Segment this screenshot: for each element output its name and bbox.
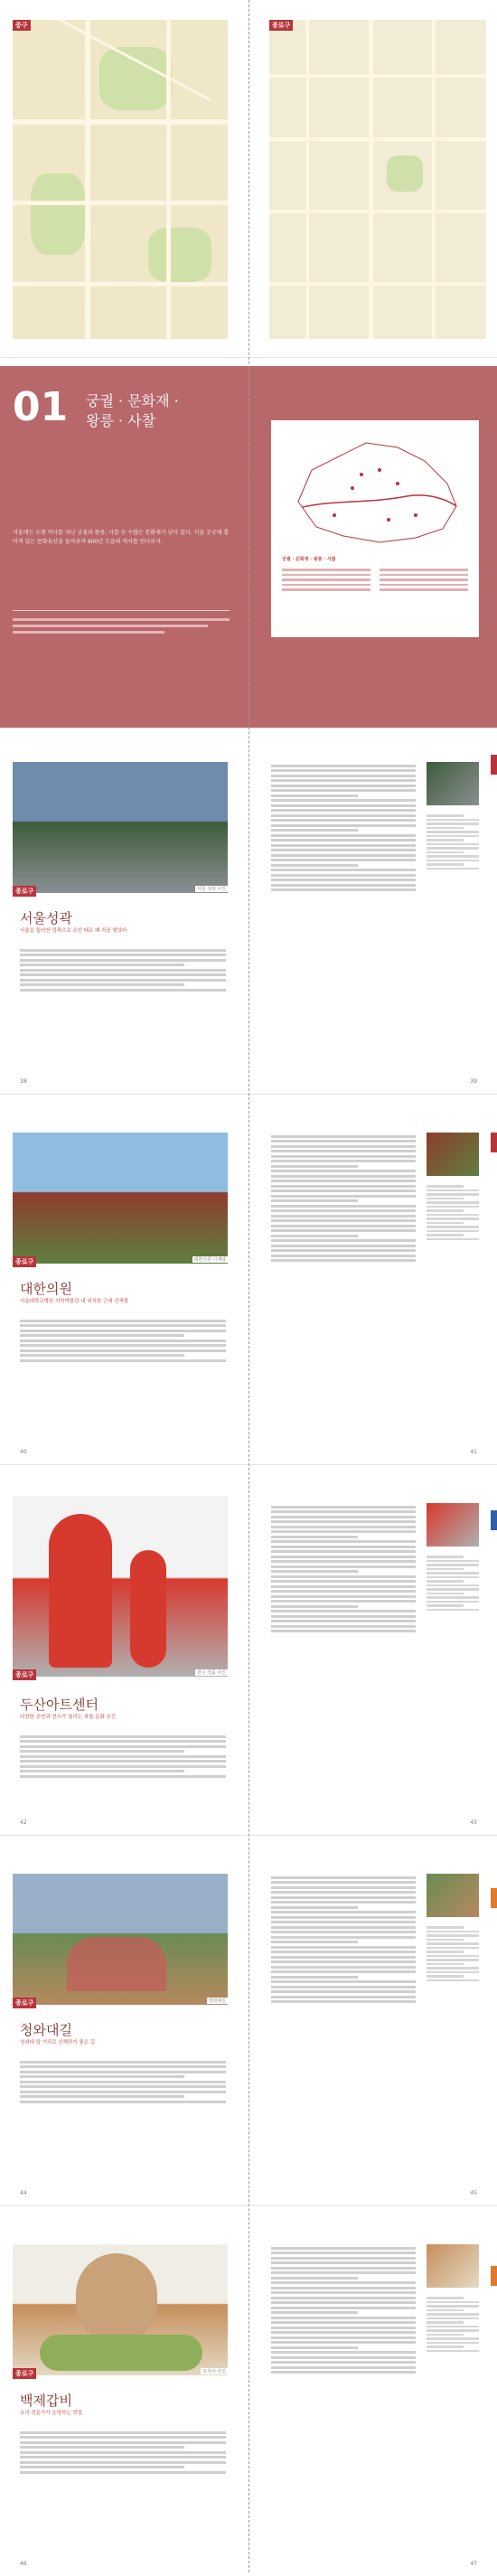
feature-body	[20, 2429, 226, 2528]
photo-caption: 전시 작품 사진	[196, 1670, 226, 1676]
feature-photo[interactable]	[13, 1133, 228, 1264]
legend-title: 궁궐 · 문화재 · 왕릉 · 사찰	[282, 557, 336, 562]
photo-caption: 대한의원 시계탑	[193, 1257, 226, 1263]
sidebar-thumbnail[interactable]	[427, 1133, 479, 1176]
feature-body	[20, 2058, 226, 2158]
book-spine	[248, 0, 249, 2572]
feature-title: 청와대길	[20, 2022, 72, 2038]
feature-photo[interactable]	[13, 762, 228, 893]
sidebar-info	[427, 813, 479, 871]
feature-subtitle: 다양한 공연과 전시가 열리는 복합 문화 공간	[20, 1715, 117, 1720]
photo-caption: 서울 성곽 사진	[196, 887, 226, 892]
feature-title: 백제갑비	[20, 2393, 72, 2409]
feature-title: 두산아트센터	[20, 1697, 98, 1713]
feature-subtitle: 청와대 앞 거리로 산책하기 좋은 길	[20, 2040, 96, 2045]
photo-caption: 요리사 사진	[202, 2369, 226, 2374]
sidebar-info	[427, 2295, 479, 2354]
feature-subtitle: 요리 전문가가 운영하는 맛집	[20, 2411, 83, 2416]
feature-title: 서울성곽	[20, 910, 72, 926]
feature-photo[interactable]	[13, 1874, 228, 2005]
section-color-tab	[491, 1133, 497, 1152]
feature-body	[20, 946, 226, 1046]
feature-photo[interactable]	[13, 1496, 228, 1677]
sidebar-info	[427, 1183, 479, 1242]
feature-body	[20, 1317, 226, 1416]
page-number: 39	[470, 1078, 477, 1085]
page-number: 41	[470, 1449, 477, 1455]
chapter-note	[13, 610, 230, 655]
page-number: 44	[20, 2190, 27, 2196]
chapter-title-line: 궁궐 · 문화재 ·	[86, 392, 179, 409]
district-tag: 종로구	[13, 2368, 36, 2379]
chapter-number: 01	[13, 384, 69, 430]
sidebar-thumbnail[interactable]	[427, 762, 479, 805]
right-district-map[interactable]	[269, 20, 486, 339]
article-body	[271, 1133, 416, 1404]
photo-caption: 청와대길	[208, 1998, 226, 2004]
district-tag: 종로구	[13, 1669, 36, 1680]
page-number: 38	[20, 1078, 27, 1085]
page-number: 40	[20, 1449, 27, 1455]
district-tag: 종로구	[13, 1998, 36, 2008]
seoul-district-map[interactable]	[271, 420, 479, 556]
page-number: 47	[470, 2561, 477, 2567]
chapter-title	[86, 391, 179, 431]
section-color-tab	[491, 1888, 497, 1908]
page-number: 42	[20, 1819, 27, 1826]
district-tag: 종로구	[13, 1256, 36, 1267]
article-body	[271, 1503, 416, 1774]
feature-photo[interactable]	[13, 2244, 228, 2375]
section-color-tab	[491, 1510, 497, 1530]
left-district-map[interactable]	[13, 20, 228, 339]
feature-subtitle: 서울대학교병원 의학박물관 내 위치한 근대 건축물	[20, 1299, 129, 1304]
page-number: 45	[470, 2190, 477, 2196]
district-tag: 종로구	[13, 886, 36, 897]
section-color-tab	[491, 2266, 497, 2286]
page-number: 43	[470, 1819, 477, 1826]
map-legend	[282, 556, 468, 594]
district-tag: 중구	[13, 20, 31, 31]
sidebar-info	[427, 1924, 479, 1983]
article-body	[271, 762, 416, 1033]
sidebar-thumbnail[interactable]	[427, 1503, 479, 1547]
feature-subtitle: 서울을 둘러싼 성곽으로 조선 태조 때 처음 쌓았다.	[20, 928, 129, 934]
sidebar-thumbnail[interactable]	[427, 1874, 479, 1917]
feature-body	[20, 1733, 226, 1805]
district-tag: 종로구	[269, 20, 293, 31]
feature-title: 대한의원	[20, 1281, 72, 1297]
chapter-intro: 서울에는 오랜 역사를 지닌 궁궐과 왕릉, 사찰 등 수많은 문화재가 남아 있다. 서울 곳곳에 흩어져 있는 문화유산을 돌아보며 600년 도읍의 역사를 만나보자.	[13, 530, 230, 545]
sidebar-info	[427, 1554, 479, 1612]
article-body	[271, 1874, 416, 2145]
seoul-overview-panel	[271, 420, 479, 637]
article-body	[271, 2244, 416, 2515]
page-number: 46	[20, 2561, 27, 2567]
sidebar-thumbnail[interactable]	[427, 2244, 479, 2288]
section-color-tab	[491, 755, 497, 775]
chapter-title-line: 왕릉 · 사찰	[86, 412, 156, 429]
